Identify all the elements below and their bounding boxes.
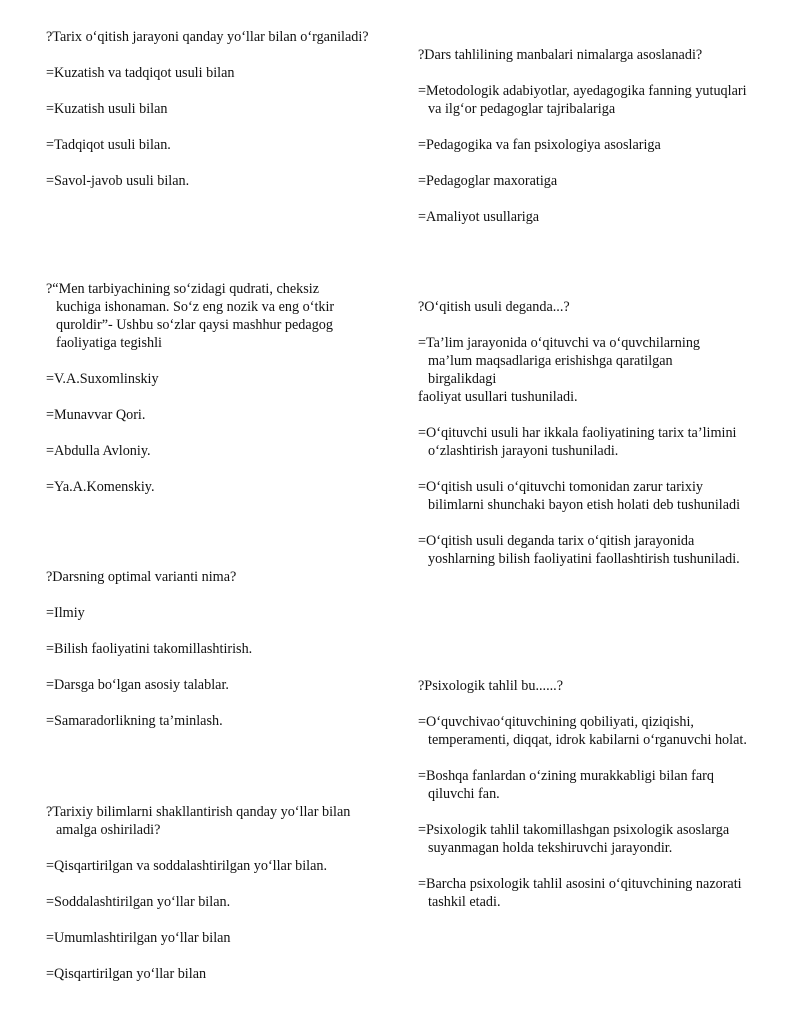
answer-option: =Boshqa fanlardan o‘zining murakkabligi bilan farq qiluvchi fan.: [418, 768, 714, 802]
answer-option: =O‘qituvchi usuli har ikkala faoliyatining tarix ta’limini o‘zlashtirish jarayoni tushuniladi.: [418, 425, 737, 459]
answer-option: =Pedagoglar maxoratiga: [418, 173, 558, 189]
answer-option: =Bilish faoliyatini takomillashtirish.: [46, 641, 253, 657]
left-question-3: [46, 568, 386, 748]
answer-option: =V.A.Suxomlinskiy: [46, 371, 159, 387]
answer-line: ma’lum maqsadlariga erishishga qaratilgan: [428, 353, 673, 369]
left-question-2: [46, 280, 366, 514]
question-text: ?Darsning optimal varianti nima?: [46, 569, 237, 585]
answer-option: =Metodologik adabiyotlar, ayedagogika fanning yutuqlari va ilg‘or pedagoglar tajribalariga: [418, 83, 747, 117]
answer-option: =O‘quvchivao‘qituvchining qobiliyati, qiziqishi, temperamenti, diqqat, idrok kabilarni o‘rganuvchi holat.: [418, 714, 747, 748]
answer-option: =Kuzatish va tadqiqot usuli bilan: [46, 65, 235, 81]
right-question-3: [418, 677, 750, 929]
answer-option: =Ya.A.Komenskiy.: [46, 479, 155, 495]
question-text: ?O‘qitish usuli deganda...?: [418, 299, 570, 315]
answer-option: =Pedagogika va fan psixologiya asoslariga: [418, 137, 661, 153]
answer-option: =Kuzatish usuli bilan: [46, 101, 168, 117]
answer-option: =Samaradorlikning ta’minlash.: [46, 713, 223, 729]
answer-option: =O‘qitish usuli o‘qituvchi tomonidan zarur tarixiy bilimlarni shunchaki bayon etish holati deb tushuniladi: [418, 479, 741, 513]
left-question-4: [46, 803, 386, 1001]
right-question-2: [418, 298, 748, 586]
answer-option: =Savol-javob usuli bilan.: [46, 173, 190, 189]
answer-option: =Amaliyot usullariga: [418, 209, 540, 225]
answer-option: =Ilmiy: [46, 605, 85, 621]
answer-option: =Psixologik tahlil takomillashgan psixologik asoslarga suyanmagan holda tekshiruvchi jarayondir.: [418, 822, 730, 856]
question-text: ?Tarixiy bilimlarni shakllantirish qanday yo‘llar bilan amalga oshiriladi?: [46, 804, 351, 838]
right-question-1: [418, 46, 748, 244]
answer-line: =Ta’lim jarayonida o‘qituvchi va o‘quvchilarning: [418, 335, 701, 351]
answer-option: =O‘qitish usuli deganda tarix o‘qitish jarayonida yoshlarning bilish faoliyatini faollashtirish tushuniladi.: [418, 533, 740, 567]
answer-option: =Barcha psixologik tahlil asosini o‘qituvchining nazorati tashkil etadi.: [418, 876, 742, 910]
question-text: ?Tarix o‘qitish jarayoni qanday yo‘llar bilan o‘rganiladi?: [46, 29, 369, 45]
answer-option: =Tadqiqot usuli bilan.: [46, 137, 171, 153]
answer-option: =Soddalashtirilgan yo‘llar bilan.: [46, 894, 231, 910]
answer-option: [418, 334, 748, 406]
answer-line: birgalikdagi: [428, 371, 497, 387]
left-question-1: [46, 28, 376, 208]
question-text: ?Dars tahlilining manbalari nimalarga asoslanadi?: [418, 47, 703, 63]
question-text: ?“Men tarbiyachining so‘zidagi qudrati, cheksiz kuchiga ishonaman. So‘z eng nozik va eng o‘tkir quroldir”- Ushbu so‘zlar qaysi mashhur pedagog faoliyatiga tegishli: [46, 281, 335, 351]
answer-line: faoliyat usullari tushuniladi.: [418, 389, 578, 405]
answer-option: =Umumlashtirilgan yo‘llar bilan: [46, 930, 231, 946]
answer-option: =Abdulla Avloniy.: [46, 443, 151, 459]
answer-option: =Qisqartirilgan va soddalashtirilgan yo‘llar bilan.: [46, 858, 328, 874]
answer-option: =Munavvar Qori.: [46, 407, 146, 423]
question-text: ?Psixologik tahlil bu......?: [418, 678, 564, 694]
answer-option: =Qisqartirilgan yo‘llar bilan: [46, 966, 207, 982]
answer-option: =Darsga bo‘lgan asosiy talablar.: [46, 677, 229, 693]
